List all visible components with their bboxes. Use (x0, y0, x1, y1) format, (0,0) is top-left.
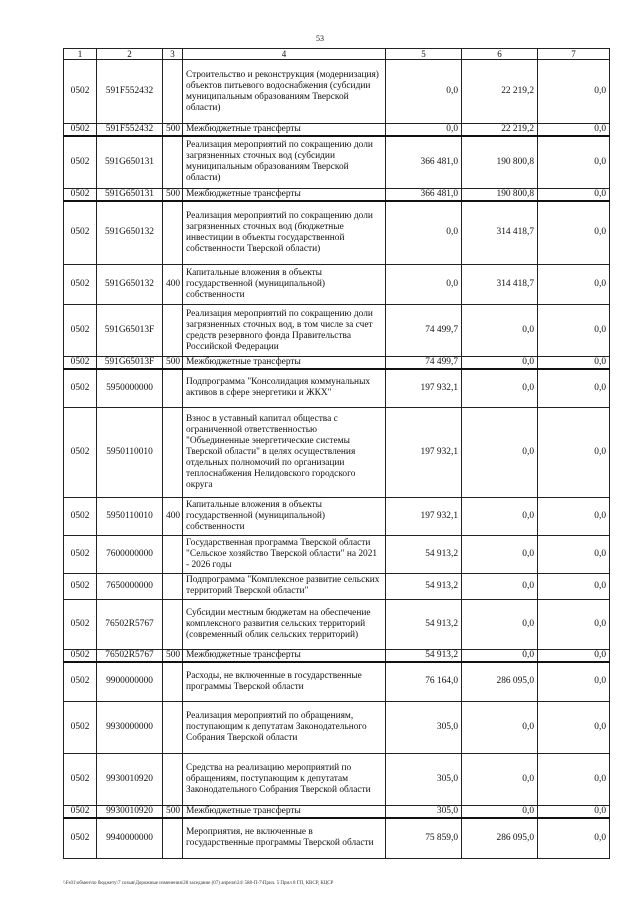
amount-col-5: 0,0 (386, 201, 462, 265)
section-code: 0502 (64, 305, 97, 357)
section-code: 0502 (64, 497, 97, 535)
item-name: Мероприятия, не включенные в государственные программы Тверской области (183, 818, 386, 858)
amount-col-5: 305,0 (386, 702, 462, 754)
expense-type-code: 500 (163, 188, 183, 201)
amount-col-6: 0,0 (462, 702, 538, 754)
amount-col-5: 74 499,7 (386, 357, 462, 370)
item-name: Межбюджетные трансферты (183, 649, 386, 662)
amount-col-5: 54 913,2 (386, 573, 462, 599)
target-article-code: 591G650132 (97, 201, 163, 265)
amount-col-7: 0,0 (538, 407, 610, 497)
table-row (64, 573, 610, 599)
expense-type-code: 500 (163, 649, 183, 662)
target-article-code: 591G650131 (97, 136, 163, 188)
item-name: Реализация мероприятий по обращениям, поступающим к депутатам Законодательного Собрания Тверской области (183, 702, 386, 754)
expense-type-code: 400 (163, 265, 183, 305)
table-row (64, 265, 610, 305)
table-row (64, 662, 610, 702)
amount-col-6: 0,0 (462, 407, 538, 497)
section-code: 0502 (64, 188, 97, 201)
amount-col-7: 0,0 (538, 188, 610, 201)
target-article-code: 7650000000 (97, 573, 163, 599)
target-article-code: 9930000000 (97, 702, 163, 754)
section-code: 0502 (64, 649, 97, 662)
item-name: Строительство и реконструкция (модернизация) объектов питьевого водоснабжения (субсидии муниципальным образованиям Тверской области) (183, 60, 386, 124)
header-col-4: 4 (183, 49, 386, 60)
target-article-code: 5950000000 (97, 369, 163, 407)
file-path-footer: \\Fs01\обмен\по бюджету\7 созыв\Дорожные изменения\28 заседание (07) апреля\24\ 588-П-7\Прил. 5 Прил 8 ГП, КВСР, КЦСР (63, 881, 334, 886)
amount-col-5: 54 913,2 (386, 599, 462, 649)
target-article-code: 76502R5767 (97, 599, 163, 649)
amount-col-7: 0,0 (538, 702, 610, 754)
amount-col-6: 22 219,2 (462, 124, 538, 137)
header-col-5: 5 (386, 49, 462, 60)
item-name: Капитальные вложения в объекты государственной (муниципальной) собственности (183, 497, 386, 535)
section-code: 0502 (64, 573, 97, 599)
section-code: 0502 (64, 702, 97, 754)
section-code: 0502 (64, 265, 97, 305)
expense-type-code (163, 305, 183, 357)
section-code: 0502 (64, 754, 97, 806)
amount-col-6: 0,0 (462, 357, 538, 370)
section-code: 0502 (64, 599, 97, 649)
table-row (64, 754, 610, 806)
expense-type-code (163, 407, 183, 497)
item-name: Государственная программа Тверской области "Сельское хозяйство Тверской области" на 2021 - 2026 годы (183, 535, 386, 573)
table-row (64, 201, 610, 265)
item-name: Реализация мероприятий по сокращению доли загрязненных сточных вод (бюджетные инвестиции в объекты государственной собственности Тверской области) (183, 201, 386, 265)
amount-col-7: 0,0 (538, 497, 610, 535)
item-name: Межбюджетные трансферты (183, 124, 386, 137)
item-name: Капитальные вложения в объекты государственной (муниципальной) собственности (183, 265, 386, 305)
table-row (64, 357, 610, 370)
amount-col-7: 0,0 (538, 754, 610, 806)
target-article-code: 7600000000 (97, 535, 163, 573)
table-row (64, 818, 610, 858)
section-code: 0502 (64, 60, 97, 124)
header-col-6: 6 (462, 49, 538, 60)
amount-col-7: 0,0 (538, 662, 610, 702)
table-row (64, 649, 610, 662)
amount-col-7: 0,0 (538, 305, 610, 357)
amount-col-6: 190 800,8 (462, 188, 538, 201)
amount-col-5: 305,0 (386, 806, 462, 819)
section-code: 0502 (64, 357, 97, 370)
amount-col-5: 0,0 (386, 265, 462, 305)
section-code: 0502 (64, 201, 97, 265)
amount-col-5: 75 859,0 (386, 818, 462, 858)
header-col-1: 1 (64, 49, 97, 60)
table-row (64, 369, 610, 407)
amount-col-6: 0,0 (462, 573, 538, 599)
item-name: Реализация мероприятий по сокращению доли загрязненных сточных вод (субсидии муниципальным образованиям Тверской области) (183, 136, 386, 188)
table-row (64, 599, 610, 649)
amount-col-7: 0,0 (538, 136, 610, 188)
amount-col-5: 197 932,1 (386, 497, 462, 535)
section-code: 0502 (64, 369, 97, 407)
table-row (64, 188, 610, 201)
amount-col-5: 54 913,2 (386, 535, 462, 573)
table-row (64, 407, 610, 497)
item-name: Субсидии местным бюджетам на обеспечение комплексного развития сельских территорий (современный облик сельских территорий) (183, 599, 386, 649)
table-row (64, 702, 610, 754)
amount-col-7: 0,0 (538, 60, 610, 124)
table-row (64, 806, 610, 819)
expense-type-code (163, 818, 183, 858)
amount-col-6: 314 418,7 (462, 265, 538, 305)
table-row (64, 305, 610, 357)
table-row (64, 535, 610, 573)
expense-type-code: 500 (163, 124, 183, 137)
amount-col-6: 22 219,2 (462, 60, 538, 124)
amount-col-5: 0,0 (386, 124, 462, 137)
amount-col-5: 54 913,2 (386, 649, 462, 662)
amount-col-6: 190 800,8 (462, 136, 538, 188)
amount-col-5: 0,0 (386, 60, 462, 124)
target-article-code: 591G650132 (97, 265, 163, 305)
section-code: 0502 (64, 806, 97, 819)
expense-type-code (163, 754, 183, 806)
amount-col-6: 0,0 (462, 649, 538, 662)
budget-table (63, 48, 610, 859)
table-header-row (64, 49, 610, 60)
target-article-code: 591G65013F (97, 305, 163, 357)
target-article-code: 591G650131 (97, 188, 163, 201)
amount-col-6: 0,0 (462, 369, 538, 407)
page-number: 53 (316, 34, 324, 43)
amount-col-7: 0,0 (538, 124, 610, 137)
expense-type-code (163, 702, 183, 754)
table-row (64, 497, 610, 535)
amount-col-6: 314 418,7 (462, 201, 538, 265)
amount-col-5: 197 932,1 (386, 407, 462, 497)
target-article-code: 591G65013F (97, 357, 163, 370)
section-code: 0502 (64, 818, 97, 858)
target-article-code: 5950110010 (97, 497, 163, 535)
amount-col-7: 0,0 (538, 573, 610, 599)
amount-col-5: 366 481,0 (386, 136, 462, 188)
amount-col-7: 0,0 (538, 369, 610, 407)
item-name: Межбюджетные трансферты (183, 188, 386, 201)
target-article-code: 9940000000 (97, 818, 163, 858)
section-code: 0502 (64, 535, 97, 573)
expense-type-code (163, 369, 183, 407)
section-code: 0502 (64, 136, 97, 188)
amount-col-6: 0,0 (462, 497, 538, 535)
item-name: Межбюджетные трансферты (183, 806, 386, 819)
amount-col-6: 0,0 (462, 754, 538, 806)
header-col-2: 2 (97, 49, 163, 60)
target-article-code: 591F552432 (97, 124, 163, 137)
section-code: 0502 (64, 407, 97, 497)
amount-col-7: 0,0 (538, 649, 610, 662)
expense-type-code: 500 (163, 806, 183, 819)
amount-col-7: 0,0 (538, 535, 610, 573)
item-name: Подпрограмма "Комплексное развитие сельских территорий Тверской области" (183, 573, 386, 599)
amount-col-6: 286 095,0 (462, 818, 538, 858)
target-article-code: 9930010920 (97, 806, 163, 819)
amount-col-5: 74 499,7 (386, 305, 462, 357)
target-article-code: 591F552432 (97, 60, 163, 124)
item-name: Расходы, не включенные в государственные программы Тверской области (183, 662, 386, 702)
expense-type-code: 400 (163, 497, 183, 535)
expense-type-code (163, 535, 183, 573)
amount-col-5: 76 164,0 (386, 662, 462, 702)
expense-type-code (163, 136, 183, 188)
amount-col-5: 366 481,0 (386, 188, 462, 201)
target-article-code: 9930010920 (97, 754, 163, 806)
section-code: 0502 (64, 124, 97, 137)
amount-col-5: 305,0 (386, 754, 462, 806)
amount-col-7: 0,0 (538, 806, 610, 819)
amount-col-7: 0,0 (538, 357, 610, 370)
target-article-code: 76502R5767 (97, 649, 163, 662)
item-name: Реализация мероприятий по сокращению доли загрязненных сточных вод, в том числе за счет средств резервного фонда Правительства Российской Федерации (183, 305, 386, 357)
item-name: Взнос в уставный капитал общества с ограниченной ответственностью "Объединенные энергетические системы Тверской области" в целях осуществления отдельных полномочий по организации теплоснабжения Нелидовского городского округа (183, 407, 386, 497)
amount-col-6: 0,0 (462, 535, 538, 573)
amount-col-7: 0,0 (538, 265, 610, 305)
table-row (64, 60, 610, 124)
amount-col-7: 0,0 (538, 201, 610, 265)
amount-col-6: 286 095,0 (462, 662, 538, 702)
amount-col-7: 0,0 (538, 818, 610, 858)
expense-type-code (163, 573, 183, 599)
table-row (64, 124, 610, 137)
amount-col-5: 197 932,1 (386, 369, 462, 407)
amount-col-7: 0,0 (538, 599, 610, 649)
target-article-code: 5950110010 (97, 407, 163, 497)
item-name: Средства на реализацию мероприятий по обращениям, поступающим к депутатам Законодательного Собрания Тверской области (183, 754, 386, 806)
expense-type-code (163, 662, 183, 702)
header-col-3: 3 (163, 49, 183, 60)
expense-type-code (163, 60, 183, 124)
amount-col-6: 0,0 (462, 806, 538, 819)
item-name: Межбюджетные трансферты (183, 357, 386, 370)
amount-col-6: 0,0 (462, 305, 538, 357)
header-col-7: 7 (538, 49, 610, 60)
table-row (64, 136, 610, 188)
expense-type-code (163, 201, 183, 265)
item-name: Подпрограмма "Консолидация коммунальных активов в сфере энергетики и ЖКХ" (183, 369, 386, 407)
expense-type-code: 500 (163, 357, 183, 370)
expense-type-code (163, 599, 183, 649)
section-code: 0502 (64, 662, 97, 702)
amount-col-6: 0,0 (462, 599, 538, 649)
target-article-code: 9900000000 (97, 662, 163, 702)
